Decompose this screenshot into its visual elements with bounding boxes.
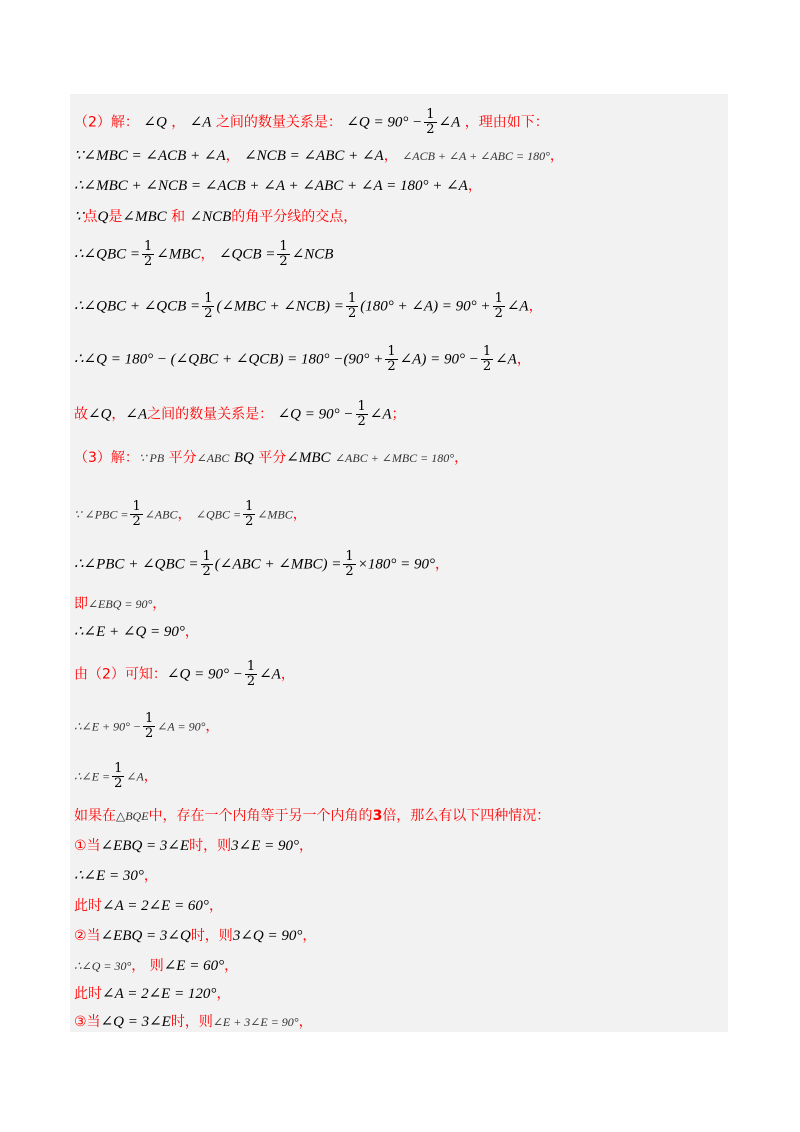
text: （2）解： [74,114,139,131]
equation-line [74,660,295,689]
denominator: 2 [494,306,503,321]
text: 如果在 [74,808,116,824]
comma: ， [205,718,220,735]
comma: ， [177,506,192,523]
equation-line [74,622,199,642]
denominator: 2 [345,564,354,579]
math: ∠MBC [156,246,201,263]
numerator: 1 [426,107,435,122]
denominator: 2 [347,306,357,321]
denominator: 2 [387,359,396,374]
equation-line [74,956,238,976]
math: ∠MBC [286,450,331,466]
comma: ， [302,928,317,944]
numerator: 1 [246,659,256,674]
fraction [424,108,436,137]
numerator: 1 [143,239,153,254]
math: ∴∠E = 30° [74,868,144,884]
comma: ， [292,506,307,523]
text: 倍，那么有以下四种情况： [382,808,551,824]
equation-line [74,712,219,741]
comma: ， [200,246,215,263]
math: ∵ [74,209,84,225]
numerator: 1 [494,291,503,306]
math: ∠A = 2∠E = 120° [102,986,217,1002]
math: ∠NCB [189,209,232,225]
fraction [112,762,124,791]
equation-line [74,500,307,529]
fraction [481,345,493,374]
fraction [142,240,154,269]
numerator: 1 [245,499,254,514]
numerator: 1 [132,499,141,514]
math-small: ∠MBC [257,507,293,522]
comma: ， [224,958,239,974]
comma: ， [225,148,240,164]
text: ③当 [74,1014,101,1030]
math: (∠MBC + ∠NCB) = [216,298,344,315]
math-small: △BQE [116,809,149,823]
math: ∠Q = 3∠E [100,1014,171,1030]
comma: ， [152,596,167,612]
fraction [385,345,397,374]
math: ∠A [369,406,392,423]
math: ∠Q = 90° − [346,114,423,131]
comma: ， [299,838,314,854]
case-2 [74,926,316,946]
math: (180° + ∠A) = 90° + [360,298,491,315]
comma: ， [528,298,543,315]
case-3 [74,1012,313,1032]
text: （3）解： [74,450,139,466]
math-small: ∠A = 90° [157,719,206,734]
denominator: 2 [114,776,123,791]
numerator: 1 [347,291,357,306]
math: ∠Q [88,406,112,423]
math-small: ∠A [126,769,144,784]
text: ， [171,114,186,131]
math: ∠A [189,114,212,131]
math-small: ∴∠E + 90° − [74,719,142,734]
denominator: 2 [245,514,254,529]
comma: ， [454,450,469,466]
case-intro [74,806,550,826]
math-small: ∠QBC = [195,507,242,522]
denominator: 2 [145,726,154,741]
math: ×180° = 90° [357,556,435,573]
comma: ， [208,898,223,914]
math: ∴∠QBC + ∠QCB = [74,298,201,315]
math: ∴∠MBC + ∠NCB = ∠ACB + ∠A + ∠ABC + ∠A = 180° + ∠A [74,178,468,194]
fraction [277,240,289,269]
math-small: ∠ABC + ∠MBC = 180° [334,451,455,465]
numerator: 1 [482,344,492,359]
text: ； [391,406,406,423]
math: ∠Q = 90° − [166,666,243,683]
equation-line [74,207,357,227]
text: 故 [74,406,88,423]
math: ∠NCB [291,246,334,263]
fraction [201,550,213,579]
text: 时，则 [170,1014,213,1030]
fraction [356,400,368,429]
text: ②当 [74,928,101,944]
text: 中，存在一个内角等于另一个内角的 [148,808,373,824]
part-2-statement [74,108,549,137]
denominator: 2 [482,359,492,374]
equation-line [74,550,449,579]
denominator: 2 [132,514,141,529]
math: ∠A [259,666,281,683]
fraction [202,292,214,321]
math: 3∠E = 90° [231,838,300,854]
math: ∠A [438,114,461,131]
text: 时，则 [189,838,232,854]
equation-line [74,292,543,321]
math: ∴∠E + ∠Q = 90° [74,624,185,640]
math: ∴∠PBC + ∠QBC = [74,556,199,573]
math: ∠A [495,351,517,368]
text: 此时 [74,986,102,1002]
comma: ， [467,178,482,194]
equation-line [74,762,158,791]
equation-line [74,866,158,886]
math-small: ∠ACB + ∠A + ∠ABC = 180° [402,149,550,163]
comma: ， [131,958,146,974]
math: ∠A) = 90° − [399,351,479,368]
math-small: ∠EBQ = 90° [88,597,153,611]
math: ∠NCB = ∠ABC + ∠A [244,148,384,164]
fraction [130,500,142,529]
text: 的角平分线的交点， [231,209,358,225]
math: ∠Q [143,114,167,131]
text: 3 [372,808,383,824]
comma: ， [184,624,199,640]
math: (∠ABC + ∠MBC) = [214,556,342,573]
text: 之间的数量关系是： [147,406,274,423]
text: ， [111,406,126,423]
math: 3∠Q = 90° [232,928,303,944]
math: ∠EBQ = 3∠E [100,838,190,854]
equation-line [74,984,230,1004]
numerator: 1 [279,239,288,254]
text: 平分 [258,450,287,466]
text: 点 [83,209,98,225]
denominator: 2 [357,414,366,429]
part-3-statement [74,448,468,468]
text: ，理由如下： [464,114,549,131]
fraction [346,292,358,321]
math: ∠A [506,298,529,315]
text: 由（2）可知： [74,666,167,683]
text: 此时 [74,898,102,914]
math-small: ∠E + 3∠E = 90° [212,1015,299,1029]
math: ∵∠MBC = ∠ACB + ∠A [74,148,226,164]
text: 时，则 [190,928,233,944]
math: ∠A = 2∠E = 60° [102,898,209,914]
denominator: 2 [246,674,256,689]
math: ∴∠QBC = [74,246,140,263]
case-1 [74,836,313,856]
denominator: 2 [426,122,435,137]
denominator: 2 [279,254,288,269]
text: 之间的数量关系是： [215,114,342,131]
numerator: 1 [202,549,211,564]
math: ∴∠Q = 180° − (∠QBC + ∠QCB) = 180° − [74,351,344,368]
math: (90° + [343,351,384,368]
equation-line [74,594,166,614]
math: ∠MBC [122,209,167,225]
math-small: ∵ ∠PBC = [74,507,129,522]
math: ∠A [125,406,148,423]
comma: ， [516,351,531,368]
comma: ， [383,148,398,164]
math: ∠E = 60° [163,958,225,974]
equation-line [74,345,531,374]
comma: ， [298,1014,313,1030]
comma: ， [280,666,295,683]
fraction [493,292,505,321]
numerator: 1 [387,344,396,359]
text: 是 [108,209,123,225]
comma: ， [549,148,564,164]
math: Q [97,209,109,225]
math: ∠Q = 90° − [277,406,354,423]
math-small: ∵ PB [138,451,165,465]
text: 则 [149,958,164,974]
comma: ， [216,986,231,1002]
math-small: ∠ABC [196,451,230,465]
comma: ， [434,556,449,573]
comma: ， [143,768,158,785]
equation-line [74,176,482,196]
fraction [143,712,155,741]
equation-line [74,896,223,916]
math: BQ [233,450,254,466]
fraction [243,500,255,529]
math-small: ∴∠E = [74,769,111,784]
text: 平分 [168,450,197,466]
numerator: 1 [357,399,366,414]
conclusion-part-2 [74,400,406,429]
text: ①当 [74,838,101,854]
fraction [245,660,257,689]
numerator: 1 [145,711,154,726]
math: ∠QCB = [218,246,276,263]
math-small: ∴∠Q = 30° [74,959,132,973]
numerator: 1 [204,291,213,306]
denominator: 2 [202,564,211,579]
math: ∠EBQ = 3∠Q [100,928,191,944]
numerator: 1 [345,549,354,564]
denominator: 2 [143,254,153,269]
denominator: 2 [204,306,213,321]
math-small: ∠ABC [144,507,178,522]
numerator: 1 [114,761,123,776]
text: 和 [171,209,186,225]
equation-line [74,146,564,166]
comma: ， [143,868,158,884]
equation-line [74,240,333,269]
fraction [343,550,355,579]
text: 即 [74,596,88,612]
